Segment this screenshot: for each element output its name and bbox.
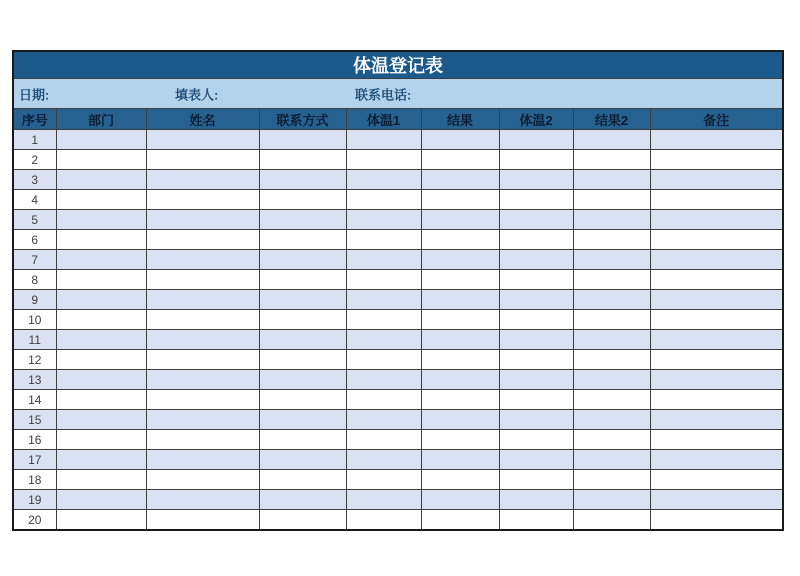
empty-cell[interactable] (499, 490, 573, 510)
row-number: 17 (13, 450, 56, 470)
row-number: 20 (13, 510, 56, 531)
info-fill-area[interactable] (13, 79, 783, 109)
table-row (13, 290, 783, 310)
empty-cell[interactable] (650, 330, 783, 350)
empty-cell[interactable] (56, 410, 146, 430)
empty-cell[interactable] (573, 470, 650, 490)
empty-cell[interactable] (499, 170, 573, 190)
empty-cell[interactable] (421, 130, 499, 150)
empty-cell[interactable] (573, 430, 650, 450)
empty-cell[interactable] (650, 250, 783, 270)
col-header-result2: 结果2 (573, 109, 650, 130)
empty-cell[interactable] (650, 510, 783, 531)
table-row (13, 470, 783, 490)
empty-cell[interactable] (499, 510, 573, 531)
empty-cell[interactable] (421, 470, 499, 490)
empty-cell[interactable] (499, 430, 573, 450)
empty-cell[interactable] (499, 410, 573, 430)
empty-cell[interactable] (56, 330, 146, 350)
empty-cell[interactable] (259, 210, 346, 230)
empty-cell[interactable] (259, 470, 346, 490)
empty-cell[interactable] (56, 170, 146, 190)
empty-cell[interactable] (650, 190, 783, 210)
empty-cell[interactable] (421, 490, 499, 510)
table-row (13, 350, 783, 370)
empty-cell[interactable] (499, 130, 573, 150)
empty-cell[interactable] (346, 330, 421, 350)
empty-cell[interactable] (421, 150, 499, 170)
empty-cell[interactable] (146, 470, 259, 490)
empty-cell[interactable] (259, 310, 346, 330)
empty-cell[interactable] (259, 230, 346, 250)
empty-cell[interactable] (56, 150, 146, 170)
row-number: 12 (13, 350, 56, 370)
empty-cell[interactable] (56, 210, 146, 230)
empty-cell[interactable] (259, 330, 346, 350)
col-header-result1: 结果 (421, 109, 499, 130)
row-number: 6 (13, 230, 56, 250)
row-number: 11 (13, 330, 56, 350)
empty-cell[interactable] (650, 490, 783, 510)
col-header-contact: 联系方式 (259, 109, 346, 130)
empty-cell[interactable] (650, 150, 783, 170)
empty-cell[interactable] (259, 370, 346, 390)
temperature-registration-table (12, 50, 784, 531)
empty-cell[interactable] (421, 430, 499, 450)
col-header-temp2: 体温2 (499, 109, 573, 130)
empty-cell[interactable] (499, 270, 573, 290)
empty-cell[interactable] (346, 510, 421, 531)
empty-cell[interactable] (346, 450, 421, 470)
empty-cell[interactable] (499, 330, 573, 350)
empty-cell[interactable] (346, 150, 421, 170)
empty-cell[interactable] (346, 310, 421, 330)
empty-cell[interactable] (573, 230, 650, 250)
col-header-name: 姓名 (146, 109, 259, 130)
empty-cell[interactable] (650, 230, 783, 250)
empty-cell[interactable] (259, 250, 346, 270)
empty-cell[interactable] (146, 130, 259, 150)
empty-cell[interactable] (573, 450, 650, 470)
table-body (13, 130, 783, 531)
table-row (13, 370, 783, 390)
empty-cell[interactable] (421, 370, 499, 390)
empty-cell[interactable] (146, 490, 259, 510)
title-row (13, 51, 783, 79)
empty-cell[interactable] (146, 170, 259, 190)
table-row (13, 430, 783, 450)
empty-cell[interactable] (259, 190, 346, 210)
empty-cell[interactable] (499, 210, 573, 230)
empty-cell[interactable] (259, 510, 346, 531)
empty-cell[interactable] (56, 430, 146, 450)
empty-cell[interactable] (421, 250, 499, 270)
empty-cell[interactable] (499, 150, 573, 170)
empty-cell[interactable] (421, 310, 499, 330)
row-number: 9 (13, 290, 56, 310)
empty-cell[interactable] (421, 450, 499, 470)
col-header-remarks: 备注 (650, 109, 783, 130)
table-row (13, 490, 783, 510)
row-number: 14 (13, 390, 56, 410)
empty-cell[interactable] (56, 230, 146, 250)
contact-phone-label: 联系电话: (355, 87, 412, 102)
table-row (13, 310, 783, 330)
col-header-temp1: 体温1 (346, 109, 421, 130)
empty-cell[interactable] (650, 470, 783, 490)
empty-cell[interactable] (650, 410, 783, 430)
table-row (13, 170, 783, 190)
empty-cell[interactable] (346, 350, 421, 370)
empty-cell[interactable] (421, 410, 499, 430)
row-number: 16 (13, 430, 56, 450)
empty-cell[interactable] (573, 310, 650, 330)
empty-cell[interactable] (499, 290, 573, 310)
empty-cell[interactable] (346, 390, 421, 410)
empty-cell[interactable] (346, 230, 421, 250)
empty-cell[interactable] (146, 370, 259, 390)
empty-cell[interactable] (146, 510, 259, 531)
empty-cell[interactable] (56, 490, 146, 510)
empty-cell[interactable] (146, 390, 259, 410)
empty-cell[interactable] (146, 150, 259, 170)
table-row (13, 250, 783, 270)
empty-cell[interactable] (56, 450, 146, 470)
empty-cell[interactable] (346, 130, 421, 150)
empty-cell[interactable] (346, 370, 421, 390)
empty-cell[interactable] (146, 250, 259, 270)
empty-cell[interactable] (346, 190, 421, 210)
row-number: 15 (13, 410, 56, 430)
empty-cell[interactable] (499, 190, 573, 210)
empty-cell[interactable] (259, 490, 346, 510)
empty-cell[interactable] (650, 130, 783, 150)
empty-cell[interactable] (421, 390, 499, 410)
empty-cell[interactable] (573, 170, 650, 190)
table-row (13, 230, 783, 250)
empty-cell[interactable] (146, 270, 259, 290)
empty-cell[interactable] (146, 290, 259, 310)
date-label: 日期: (19, 87, 50, 102)
empty-cell[interactable] (573, 370, 650, 390)
row-number: 3 (13, 170, 56, 190)
empty-cell[interactable] (573, 390, 650, 410)
empty-cell[interactable] (499, 470, 573, 490)
empty-cell[interactable] (259, 430, 346, 450)
empty-cell[interactable] (650, 390, 783, 410)
empty-cell[interactable] (56, 470, 146, 490)
empty-cell[interactable] (421, 270, 499, 290)
row-number: 10 (13, 310, 56, 330)
empty-cell[interactable] (56, 350, 146, 370)
empty-cell[interactable] (421, 230, 499, 250)
empty-cell[interactable] (56, 190, 146, 210)
empty-cell[interactable] (346, 270, 421, 290)
empty-cell[interactable] (573, 290, 650, 310)
empty-cell[interactable] (650, 210, 783, 230)
empty-cell[interactable] (499, 450, 573, 470)
empty-cell[interactable] (573, 270, 650, 290)
empty-cell[interactable] (573, 150, 650, 170)
empty-cell[interactable] (421, 170, 499, 190)
empty-cell[interactable] (499, 350, 573, 370)
info-row (13, 79, 783, 109)
empty-cell[interactable] (650, 270, 783, 290)
empty-cell[interactable] (346, 490, 421, 510)
empty-cell[interactable] (499, 310, 573, 330)
empty-cell[interactable] (346, 250, 421, 270)
empty-cell[interactable] (421, 510, 499, 531)
table-row (13, 190, 783, 210)
row-number: 19 (13, 490, 56, 510)
empty-cell[interactable] (146, 450, 259, 470)
empty-cell[interactable] (56, 310, 146, 330)
empty-cell[interactable] (573, 330, 650, 350)
empty-cell[interactable] (573, 410, 650, 430)
empty-cell[interactable] (146, 330, 259, 350)
empty-cell[interactable] (259, 150, 346, 170)
empty-cell[interactable] (146, 350, 259, 370)
empty-cell[interactable] (573, 510, 650, 531)
page-title: 体温登记表 (13, 51, 783, 79)
empty-cell[interactable] (146, 430, 259, 450)
table-row (13, 330, 783, 350)
empty-cell[interactable] (421, 350, 499, 370)
empty-cell[interactable] (56, 130, 146, 150)
empty-cell[interactable] (650, 370, 783, 390)
row-number: 5 (13, 210, 56, 230)
empty-cell[interactable] (421, 290, 499, 310)
table-row (13, 410, 783, 430)
empty-cell[interactable] (573, 190, 650, 210)
row-number: 4 (13, 190, 56, 210)
empty-cell[interactable] (346, 410, 421, 430)
empty-cell[interactable] (346, 430, 421, 450)
empty-cell[interactable] (56, 370, 146, 390)
empty-cell[interactable] (499, 370, 573, 390)
empty-cell[interactable] (146, 190, 259, 210)
empty-cell[interactable] (499, 250, 573, 270)
empty-cell[interactable] (650, 170, 783, 190)
empty-cell[interactable] (650, 310, 783, 330)
empty-cell[interactable] (56, 250, 146, 270)
form-filler-label: 填表人: (175, 87, 219, 102)
empty-cell[interactable] (499, 230, 573, 250)
empty-cell[interactable] (259, 450, 346, 470)
table-row (13, 210, 783, 230)
empty-cell[interactable] (259, 350, 346, 370)
empty-cell[interactable] (346, 210, 421, 230)
empty-cell[interactable] (146, 210, 259, 230)
row-number: 2 (13, 150, 56, 170)
empty-cell[interactable] (573, 490, 650, 510)
row-number: 8 (13, 270, 56, 290)
empty-cell[interactable] (56, 390, 146, 410)
empty-cell[interactable] (259, 170, 346, 190)
row-number: 18 (13, 470, 56, 490)
table-row (13, 130, 783, 150)
empty-cell[interactable] (573, 350, 650, 370)
empty-cell[interactable] (56, 290, 146, 310)
col-header-dept: 部门 (56, 109, 146, 130)
empty-cell[interactable] (146, 230, 259, 250)
empty-cell[interactable] (650, 450, 783, 470)
empty-cell[interactable] (56, 510, 146, 531)
empty-cell[interactable] (499, 390, 573, 410)
empty-cell[interactable] (650, 430, 783, 450)
empty-cell[interactable] (421, 210, 499, 230)
header-row (13, 109, 783, 130)
empty-cell[interactable] (259, 390, 346, 410)
table-row (13, 510, 783, 531)
row-number: 1 (13, 130, 56, 150)
empty-cell[interactable] (650, 350, 783, 370)
table-row (13, 450, 783, 470)
table-row (13, 270, 783, 290)
row-number: 13 (13, 370, 56, 390)
empty-cell[interactable] (56, 270, 146, 290)
empty-cell[interactable] (573, 250, 650, 270)
empty-cell[interactable] (259, 410, 346, 430)
table-row (13, 390, 783, 410)
empty-cell[interactable] (650, 290, 783, 310)
row-number: 7 (13, 250, 56, 270)
empty-cell[interactable] (146, 410, 259, 430)
empty-cell[interactable] (259, 130, 346, 150)
empty-cell[interactable] (346, 170, 421, 190)
empty-cell[interactable] (146, 310, 259, 330)
empty-cell[interactable] (346, 470, 421, 490)
empty-cell[interactable] (421, 190, 499, 210)
col-header-seq: 序号 (13, 109, 56, 130)
empty-cell[interactable] (259, 270, 346, 290)
empty-cell[interactable] (573, 130, 650, 150)
empty-cell[interactable] (346, 290, 421, 310)
empty-cell[interactable] (573, 210, 650, 230)
empty-cell[interactable] (259, 290, 346, 310)
empty-cell[interactable] (421, 330, 499, 350)
table-row (13, 150, 783, 170)
